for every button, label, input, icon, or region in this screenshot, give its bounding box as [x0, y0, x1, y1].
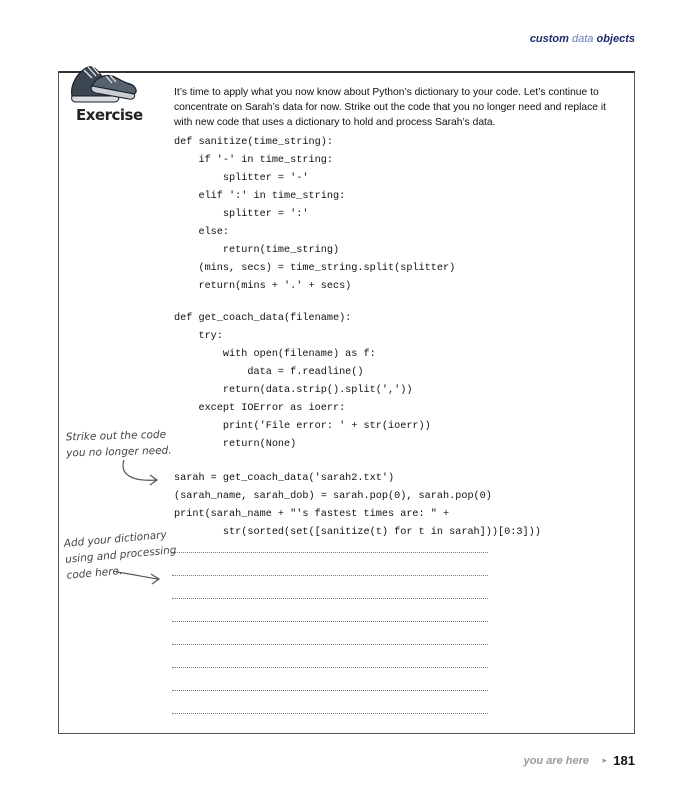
sneakers-icon [62, 56, 144, 112]
answer-line[interactable] [172, 667, 488, 668]
you-are-here-label: you are here [523, 755, 589, 767]
strike-out-note-line: Strike out the code [65, 428, 167, 444]
answer-line[interactable] [172, 598, 488, 599]
answer-line[interactable] [172, 621, 488, 622]
code-line: return(data.strip().split(',')) [174, 385, 413, 396]
answer-line[interactable] [172, 575, 488, 576]
code-line: sarah = get_coach_data('sarah2.txt') [174, 473, 395, 484]
code-line: def get_coach_data(filename): [174, 313, 352, 324]
header-word-custom: custom [529, 33, 569, 45]
header-word-objects: objects [596, 33, 635, 45]
add-note-line: using and processing [64, 544, 177, 566]
triangle-right-icon: ▸ [602, 755, 607, 765]
code-line: if '-' in time_string: [174, 155, 333, 166]
page-header [530, 33, 635, 45]
answer-line[interactable] [172, 644, 488, 645]
add-note-line: Add your dictionary [63, 528, 168, 550]
code-line: print(sarah_name + "'s fastest times are: " + [174, 509, 450, 520]
add-note-arrow-icon [114, 568, 164, 586]
code-line: elif ':' in time_string: [174, 191, 346, 202]
code-line: try: [174, 331, 223, 342]
code-line: return(None) [174, 439, 297, 450]
code-line: def sanitize(time_string): [174, 137, 333, 148]
answer-line[interactable] [172, 713, 488, 714]
strike-note-arrow-icon [118, 456, 164, 488]
code-line: data = f.readline() [174, 367, 364, 378]
code-line: (sarah_name, sarah_dob) = sarah.pop(0), sarah.pop(0) [174, 491, 492, 502]
code-line: with open(filename) as f: [174, 349, 376, 360]
code-line: (mins, secs) = time_string.split(splitter) [174, 263, 456, 274]
code-line: splitter = '-' [174, 173, 309, 184]
code-line: else: [174, 227, 230, 238]
page-number: 181 [613, 753, 635, 768]
exercise-instructions: It’s time to apply what you now know about Python’s dictionary to your code. Let’s continue to concentrate on Sarah’s data for now. Strike out the code that you no longer need and replace it with new code that uses a dictionary to hold and process Sarah’s data. [174, 87, 606, 128]
strike-out-note-line: you no longer need. [66, 444, 172, 460]
answer-line[interactable] [172, 552, 488, 553]
code-line: return(mins + '.' + secs) [174, 281, 352, 292]
exercise-label: Exercise [76, 106, 143, 124]
code-line: str(sorted(set([sanitize(t) for t in sarah]))[0:3])) [174, 527, 541, 538]
exercise-box [58, 71, 635, 734]
code-line: return(time_string) [174, 245, 340, 256]
header-word-data: data [572, 33, 594, 45]
code-line: print('File error: ' + str(ioerr)) [174, 421, 431, 432]
add-note-line: code here. [66, 564, 123, 582]
exercise-badge [62, 56, 144, 128]
answer-line[interactable] [172, 690, 488, 691]
code-line: splitter = ':' [174, 209, 309, 220]
code-line: except IOError as ioerr: [174, 403, 346, 414]
